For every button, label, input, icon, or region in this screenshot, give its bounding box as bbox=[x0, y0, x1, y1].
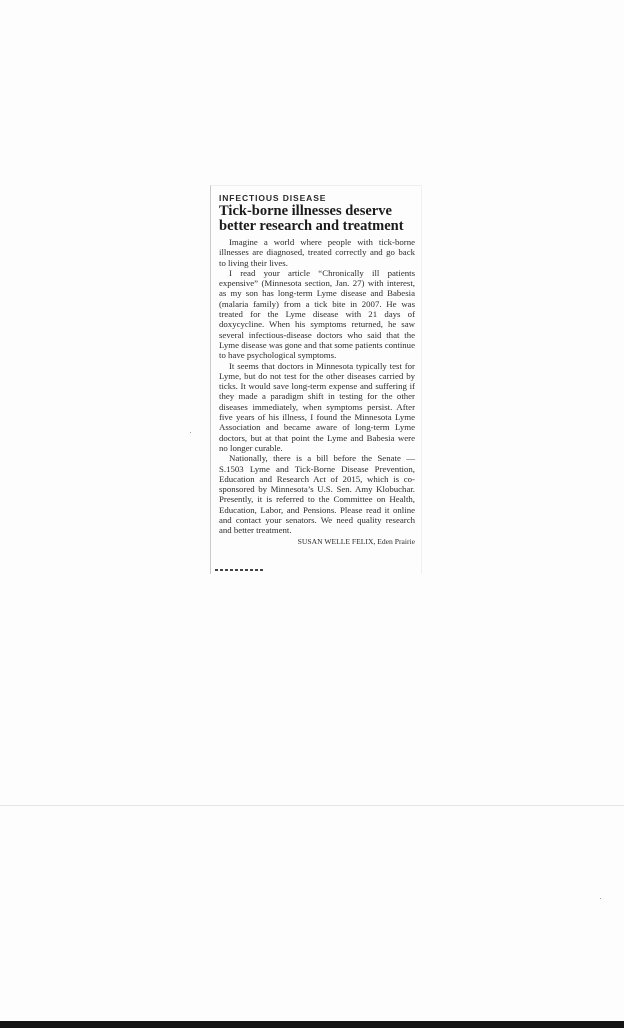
article-body bbox=[219, 237, 415, 547]
cut-off-next-article-divider bbox=[215, 569, 265, 571]
scan-speck bbox=[600, 898, 601, 899]
article-headline: Tick-borne illnesses deserve better research and treatment bbox=[219, 203, 404, 234]
scan-speck bbox=[190, 432, 191, 433]
scan-bottom-edge bbox=[0, 1021, 624, 1028]
paragraph-3: It seems that doctors in Minnesota typically test for Lyme, but do not test for the other diseases carried by ticks. It would save long-term expense and suffering if they made a paradigm shift in testing for the other diseases immediately, when symptoms persist. After five years of his illness, I found the Minnesota Lyme Association and became aware of long-term Lyme doctors, but at that point the Lyme and Babesia were no longer curable. bbox=[219, 360, 415, 453]
newspaper-clipping bbox=[210, 185, 422, 574]
section-kicker: INFECTIOUS DISEASE bbox=[219, 193, 327, 203]
paragraph-1: Imagine a world where people with tick-borne illnesses are diagnosed, treated correctly and go back to living their lives. bbox=[219, 237, 415, 268]
letter-signature: SUSAN WELLE FELIX, Eden Prairie bbox=[297, 536, 415, 546]
paragraph-2: I read your article “Chronically ill patients expensive” (Minnesota section, Jan. 27) with interest, as my son has long-term Lyme disease and Babesia (malaria family) from a tick bite in 2007. He was treated for the Lyme disease with 21 days of doxycycline. When his symptoms returned, he saw several infectious-disease doctors who said that the Lyme disease was gone and that some patients continue to have psychological symptoms. bbox=[219, 267, 415, 361]
scan-fold-line bbox=[0, 805, 624, 806]
paragraph-4: Nationally, there is a bill before the Senate — S.1503 Lyme and Tick-Borne Disease Prevention, Education and Research Act of 2015, which is co-sponsored by Minnesota’s U.S. Sen. Amy Klobuchar. Presently, it is referred to the Committee on Health, Education, Labor, and Pensions. Please read it online and contact your senators. We need quality research and better treatment. bbox=[219, 453, 415, 536]
